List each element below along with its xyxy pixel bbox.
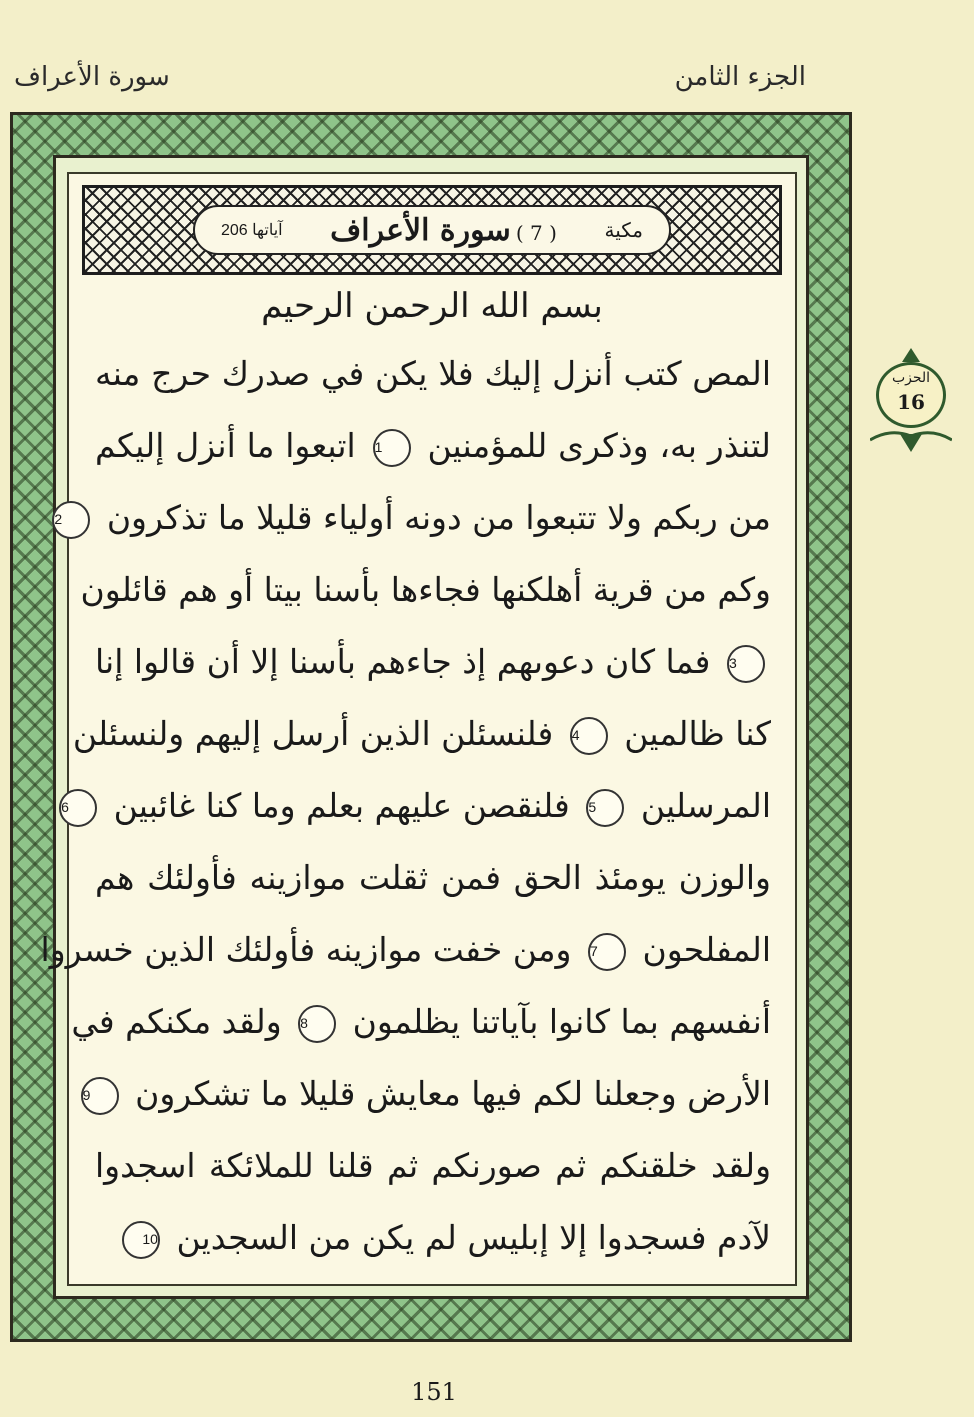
surah-revelation-type: مكية (604, 218, 643, 242)
ayah-number-marker: 1 (373, 429, 411, 467)
verse-line (82, 1058, 771, 1130)
verse-line (40, 914, 771, 986)
verse-text: كنا ظالمين (624, 714, 771, 753)
verse-text: لتنذر به، وذكرى للمؤمنين (427, 426, 771, 465)
verse-text: وكم من قرية أهلكنها فجاءها بأسنا بيتا أو هم قائلون (80, 570, 771, 609)
verse-line (72, 698, 771, 770)
ayah-number-marker: 5 (586, 789, 624, 827)
verse-line (95, 1202, 771, 1274)
verse-text: الأرض وجعلنا لكم فيها معايش قليلا ما تشكرون (135, 1074, 771, 1113)
verse-text: ولقد مكنكم في (71, 1002, 282, 1041)
hizb-label: الحزب (891, 370, 931, 386)
verse-text: فلنقصن عليهم بعلم وما كنا غائبين (113, 786, 570, 825)
ayah-number-marker: 10 (122, 1221, 160, 1259)
verse-line (71, 986, 771, 1058)
verse-line (95, 338, 771, 410)
verse-text: المرسلين (640, 786, 771, 825)
ayah-number-marker: 4 (570, 717, 608, 755)
surah-header (82, 185, 782, 275)
verse-block (40, 338, 771, 1274)
ayah-number-marker: 9 (81, 1077, 119, 1115)
verse-line (95, 842, 771, 914)
verse-text: ولقد خلقنكم ثم صورنكم ثم قلنا للملائكة اسجدوا (95, 1146, 771, 1185)
verse-text: ومن خفت موازينه فأولئك الذين خسروا (40, 930, 572, 969)
verse-text: اتبعوا ما أنزل إليكم (95, 426, 356, 465)
surah-name: سورة الأعراف (330, 212, 511, 248)
verse-text: فلنسئلن الذين أرسل إليهم ولنسئلن (72, 714, 554, 753)
ayah-number-marker: 2 (52, 501, 90, 539)
verse-text: أنفسهم بما كانوا بآياتنا يظلمون (352, 1002, 771, 1041)
verse-text: من ربكم ولا تتبعوا من دونه أولياء قليلا ما تذكرون (106, 498, 771, 537)
verse-line (95, 1130, 771, 1202)
hizb-marker (870, 348, 952, 452)
ayah-number-marker: 8 (298, 1005, 336, 1043)
verse-line (61, 770, 771, 842)
verse-text: المص كتب أنزل إليك فلا يكن في صدرك حرج منه (95, 354, 771, 393)
verse-text: فما كان دعوىهم إذ جاءهم بأسنا إلا أن قالوا إنا (95, 642, 711, 681)
running-head-left: سورة الأعراف (14, 62, 170, 92)
verse-text: لآدم فسجدوا إلا إبليس لم يكن من السجدين (176, 1218, 771, 1257)
ayah-number-marker: 6 (59, 789, 97, 827)
running-head-right: الجزء الثامن (674, 62, 806, 92)
verse-line (95, 410, 771, 482)
verse-text: المفلحون (642, 930, 771, 969)
ayah-number-marker: 7 (588, 933, 626, 971)
verse-line (80, 554, 771, 626)
surah-number: ( 7 ) (515, 220, 557, 245)
surah-verse-count: آياتها 206 (221, 222, 283, 239)
hizb-number: 16 (897, 390, 925, 414)
verse-text: والوزن يومئذ الحق فمن ثقلت موازينه فأولئك هم (95, 858, 771, 897)
basmala: بسم الله الرحمن الرحيم (261, 286, 603, 326)
surah-header-cartouche (193, 205, 671, 255)
page-number: 151 (411, 1378, 457, 1406)
verse-line (95, 626, 771, 698)
verse-line (54, 482, 771, 554)
ayah-number-marker: 3 (727, 645, 765, 683)
